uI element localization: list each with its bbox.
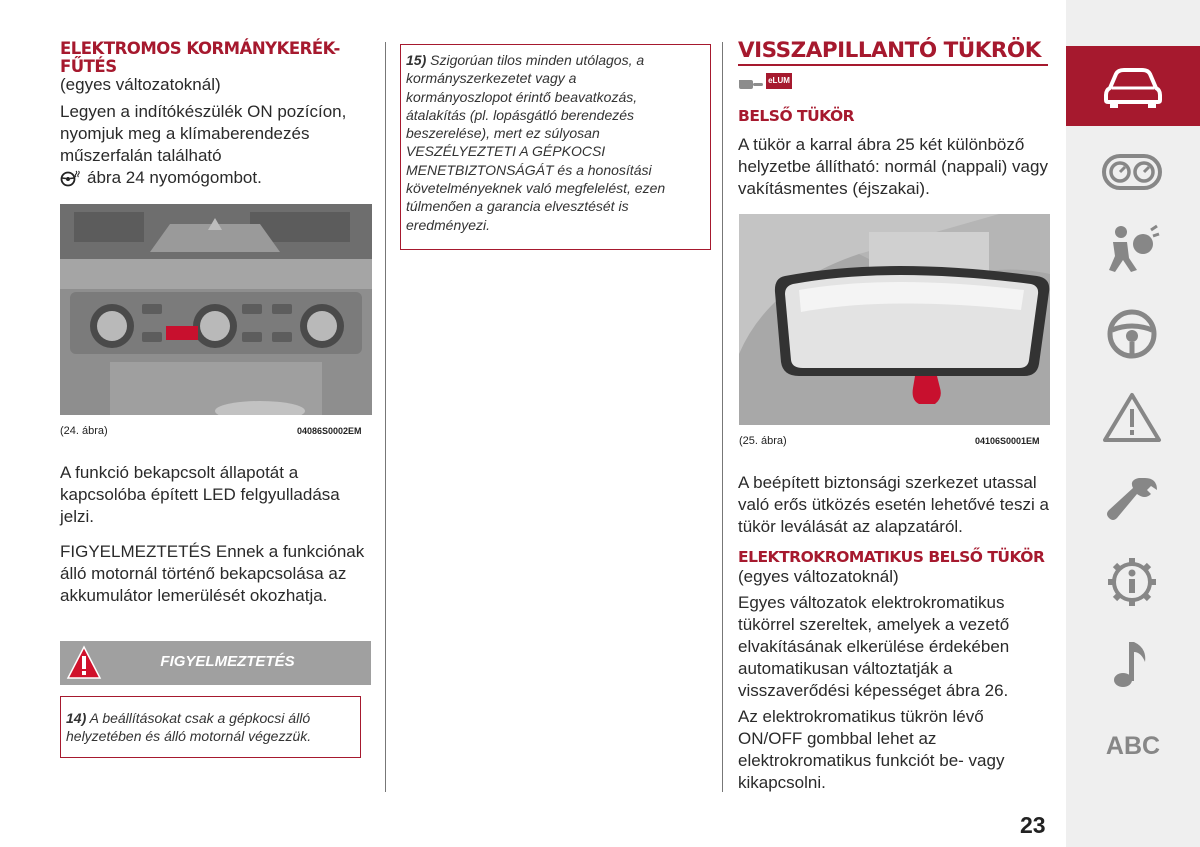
figure-25-code: 04106S0001EM	[975, 436, 1040, 446]
note-15-line: kormányszerkezetet vagy a	[406, 70, 577, 87]
car-icon	[1102, 62, 1164, 110]
text-line: helyzetbe állítható: normál (nappali) vagy	[738, 157, 1048, 176]
version-badge: eLUM	[766, 73, 792, 89]
figure-24-code: 04086S0002EM	[297, 426, 362, 436]
text-line: tükör leválását az alapzatáról.	[738, 517, 963, 536]
text-line: jelzi.	[60, 507, 95, 526]
note-14-line: helyzetében és álló motornál végezzük.	[66, 728, 312, 745]
warning-banner	[60, 641, 371, 685]
text-line: Az elektrokromatikus tükrön lévő	[738, 707, 984, 726]
electrochromic-subheading: (egyes változatoknál)	[738, 567, 899, 586]
airbag-icon[interactable]	[1101, 224, 1163, 276]
column-divider	[722, 42, 723, 792]
mirrors-title: VISSZAPILLANTÓ TÜKRÖK	[738, 38, 1041, 63]
text-line: kapcsolóba épített LED felgyulladása	[60, 485, 340, 504]
steering-heat-heading: ELEKTROMOS KORMÁNYKERÉK-FŰTÉS	[60, 39, 340, 76]
sidebar-item-abc[interactable]: ABC	[1105, 732, 1161, 760]
note-15-line: MENETBIZTONSÁGÁT és a honosítási	[406, 161, 652, 178]
text-line: kikapcsolni.	[738, 773, 826, 792]
interior-mirror-para2	[738, 472, 1058, 538]
text-line: A tükör a karral ábra 25 két különböző	[738, 135, 1025, 154]
note-15-line: eredményezi.	[406, 216, 491, 233]
warning-banner-label: FIGYELMEZTETÉS	[160, 653, 295, 670]
text-line: nyomjuk meg a klímaberendezés	[60, 124, 310, 143]
text-line: ON/OFF gombbal lehet az	[738, 729, 937, 748]
text-line: A funkció bekapcsolt állapotát a	[60, 463, 299, 482]
note-15-line: VESZÉLYEZTETI A GÉPKOCSI	[406, 143, 606, 160]
text-line	[60, 167, 380, 189]
hand-pointer-icon	[738, 76, 764, 90]
figure-25-rearview-mirror	[739, 214, 1050, 425]
note-15-line: beszerelése), mert ez súlyosan	[406, 125, 600, 142]
note-14-text: A beállításokat csak a gépkocsi álló	[89, 710, 311, 726]
text-line: Legyen a indítókészülék ON pozícíon,	[60, 102, 347, 121]
text-line: tükörrel szereltek, amelyek a vezető	[738, 615, 1010, 634]
text-line: visszaverődési képességet ábra 26.	[738, 681, 1009, 700]
music-note-icon[interactable]	[1101, 638, 1163, 690]
page-number: 23	[1020, 812, 1046, 838]
wrench-icon[interactable]	[1101, 474, 1163, 526]
heated-steering-wheel-icon	[60, 169, 82, 187]
note-15-line: átalakítás (pl. lopásgátló berendezés	[406, 106, 635, 123]
figure-24-climate-panel	[60, 204, 372, 415]
title-underline	[738, 64, 1048, 66]
note-15-line	[406, 51, 710, 69]
text-line: műszerfalán található	[60, 146, 222, 165]
dashboard-icon[interactable]	[1101, 146, 1163, 198]
note-14-line	[66, 709, 360, 727]
electrochromic-para2	[738, 706, 1058, 794]
text-line: FIGYELMEZTETÉS Ennek a funkciónak	[60, 542, 365, 561]
text-line: Egyes változatok elektrokromatikus	[738, 593, 1005, 612]
text-line: elvakításának elkerülése érdekében	[738, 637, 1010, 656]
info-gear-icon[interactable]	[1101, 556, 1163, 608]
text-line: vakításmentes (éjszakai).	[738, 179, 930, 198]
electrochromic-heading: ELEKTROKROMATIKUS BELSŐ TÜKÖR	[738, 548, 1045, 566]
text-line: A beépített biztonsági szerkezet utassal	[738, 473, 1037, 492]
steering-heat-subheading: (egyes változatoknál)	[60, 75, 221, 94]
text-line: elektrokromatikus funkciót be- vagy	[738, 751, 1005, 770]
note-15-box	[400, 44, 711, 250]
text-line-end: ábra 24 nyomógombot.	[87, 168, 262, 187]
note-14-box	[60, 696, 361, 758]
text-line: álló motornál történő bekapcsolása az	[60, 564, 347, 583]
note-15-text: Szigorúan tilos minden utólagos, a	[430, 52, 645, 68]
sidebar-item-car-active[interactable]	[1066, 46, 1200, 126]
note-15-line: követelményeknek való megfelelést, ezen	[406, 180, 666, 197]
warning-triangle-icon[interactable]	[1101, 392, 1163, 444]
steering-heat-para1	[60, 101, 380, 189]
interior-mirror-heading: BELSŐ TÜKÖR	[738, 107, 855, 125]
column-divider	[385, 42, 386, 792]
note-14-number: 14)	[66, 710, 87, 726]
note-15-line: kormányoszlopot érintő beavatkozás,	[406, 88, 638, 105]
steering-heat-para3	[60, 541, 380, 607]
electrochromic-para1	[738, 592, 1058, 702]
steering-heat-para2	[60, 462, 380, 528]
text-line: automatikusan változtatják a	[738, 659, 953, 678]
figure-24-caption: (24. ábra)	[60, 425, 108, 437]
figure-25-caption: (25. ábra)	[739, 435, 787, 447]
note-15-number: 15)	[406, 52, 427, 68]
note-15-line: túlmenően a garancia elvesztését is	[406, 198, 629, 215]
text-line: akkumulátor lemerülését okozhatja.	[60, 586, 328, 605]
interior-mirror-para1	[738, 134, 1058, 200]
text-line: való erős ütközés esetén lehetővé teszi a	[738, 495, 1049, 514]
steering-wheel-icon[interactable]	[1101, 308, 1163, 360]
